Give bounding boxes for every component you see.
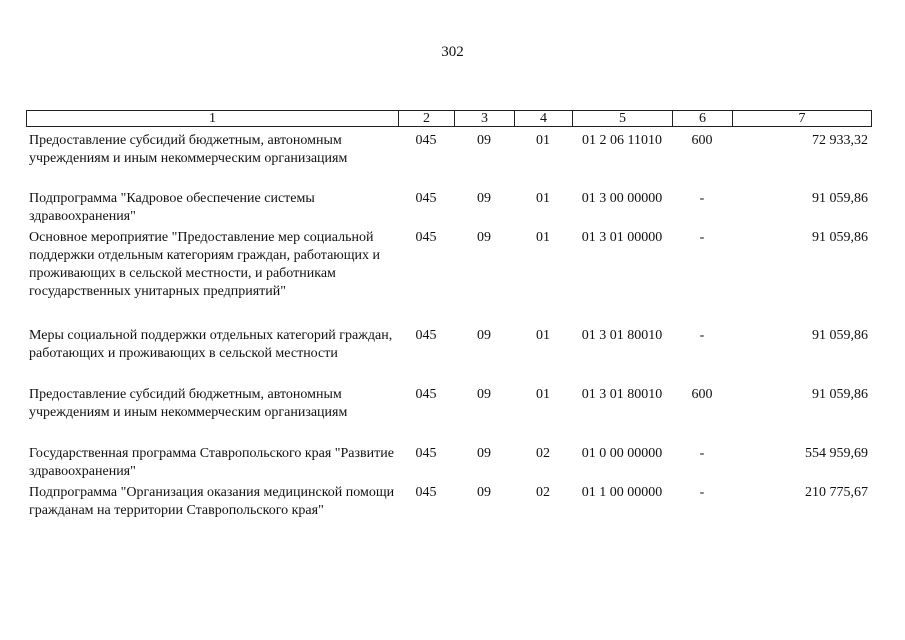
row-ministry-code: 045	[415, 485, 437, 500]
row-ministry-code: 045	[415, 230, 437, 245]
header-col-5: 5	[572, 111, 672, 126]
row-section: 09	[477, 191, 491, 206]
row-target-code: 01 2 06 11010	[582, 133, 662, 148]
header-col-4: 4	[514, 111, 572, 126]
row-ministry-code: 045	[415, 133, 437, 148]
table-header	[26, 110, 872, 127]
row-name: Меры социальной поддержки отдельных категорий граждан, работающих и проживающих в сельской местности	[29, 328, 393, 361]
row-amount: 91 059,86	[812, 328, 868, 343]
row-target-code: 01 3 01 00000	[581, 230, 663, 245]
row-name: Государственная программа Ставропольского края "Развитие здравоохранения"	[29, 446, 394, 479]
row-target-code: 01 3 00 00000	[581, 191, 663, 206]
row-target-code: 01 3 01 80010	[581, 387, 663, 402]
row-expense-type: -	[699, 485, 705, 500]
row-amount: 210 775,67	[805, 485, 868, 500]
row-name: Основное мероприятие "Предоставление мер социальной поддержки отдельным категориям граждан, работающих и проживающих в сельской местности, и работникам государственных унитарных предприятий"	[29, 230, 381, 299]
row-amount: 554 959,69	[805, 446, 868, 461]
row-section: 09	[477, 446, 491, 461]
row-amount: 91 059,86	[812, 230, 868, 245]
row-subsection: 01	[536, 191, 550, 206]
header-col-2: 2	[398, 111, 454, 126]
row-subsection: 01	[536, 133, 550, 148]
row-expense-type: 600	[691, 133, 713, 148]
row-subsection: 02	[536, 485, 550, 500]
row-subsection: 02	[536, 446, 550, 461]
row-expense-type: -	[699, 230, 705, 245]
header-col-6: 6	[672, 111, 732, 126]
row-expense-type: 600	[691, 387, 713, 402]
row-ministry-code: 045	[415, 328, 437, 343]
header-col-7: 7	[732, 111, 871, 126]
row-expense-type: -	[699, 446, 705, 461]
row-subsection: 01	[536, 387, 550, 402]
row-amount: 72 933,32	[812, 133, 868, 148]
row-amount: 91 059,86	[812, 191, 868, 206]
row-section: 09	[477, 387, 491, 402]
row-name: Предоставление субсидий бюджетным, автономным учреждениям и иным некоммерческим организациям	[29, 387, 348, 420]
header-col-3: 3	[454, 111, 514, 126]
row-section: 09	[477, 485, 491, 500]
row-expense-type: -	[699, 328, 705, 343]
row-name: Предоставление субсидий бюджетным, автономным учреждениям и иным некоммерческим организациям	[29, 133, 348, 166]
row-ministry-code: 045	[415, 191, 437, 206]
row-section: 09	[477, 328, 491, 343]
row-target-code: 01 1 00 00000	[581, 485, 663, 500]
page-number: 302	[441, 44, 464, 60]
row-section: 09	[477, 230, 491, 245]
row-amount: 91 059,86	[812, 387, 868, 402]
row-ministry-code: 045	[415, 387, 437, 402]
row-name: Подпрограмма "Кадровое обеспечение системы здравоохранения"	[29, 191, 315, 224]
row-target-code: 01 0 00 00000	[581, 446, 663, 461]
row-section: 09	[477, 133, 491, 148]
header-col-1: 1	[209, 111, 216, 126]
row-subsection: 01	[536, 230, 550, 245]
row-target-code: 01 3 01 80010	[581, 328, 663, 343]
row-expense-type: -	[699, 191, 705, 206]
row-ministry-code: 045	[415, 446, 437, 461]
row-subsection: 01	[536, 328, 550, 343]
row-name: Подпрограмма "Организация оказания медицинской помощи гражданам на территории Ставропольского края"	[29, 485, 395, 518]
